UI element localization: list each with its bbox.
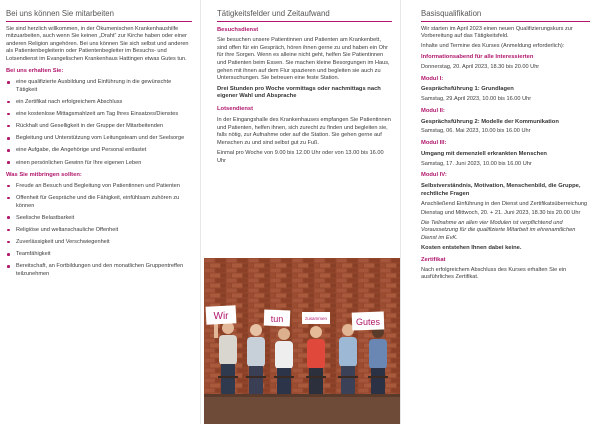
list-mitbringen: [6, 183, 192, 278]
modul-4-date: Dienstag und Mittwoch, 20. + 21. Juni 2023, 18.30 bis 20.00 Uhr: [421, 210, 581, 217]
sign-gutes: [352, 311, 385, 330]
list-item: Rückhalt und Geselligkeit in der Gruppe der Mitarbeitenden: [6, 123, 192, 131]
list-item: Offenheit für Gespräche und die Fähigkeit, einfühlsam zuhören zu können: [6, 195, 192, 210]
heading-mitarbeit: Bei uns können Sie mitarbeiten: [6, 10, 192, 22]
infoabend-date: Donnerstag, 20. April 2023, 18.30 bis 20.00 Uhr: [421, 64, 540, 71]
modul-4-title: Modul IV:: [421, 172, 447, 179]
svg-text:Wir: Wir: [213, 311, 229, 322]
modul-2-date: Samstag, 06. Mai 2023, 10.00 bis 16.00 Uhr: [421, 128, 531, 135]
besuchsdienst-text: Sie besuchen unsere Patientinnen und Patienten am Krankenbett, sind offen für ein Gespräch, hören ihnen gerne zu und haben ein Ohr für ihre Sorgen. Wenn es alleine nicht geht, helfen Sie Patientinnen und Patienten beim Essen. Sie machen kleine Besorgungen im Haus, gehen mit ihnen auf dem Flur spazieren und begleiten sie auch zu Untersuchungen. Sie betreuen eine feste Station.: [217, 37, 390, 82]
list-item: eine Aufgabe, die Angehörige und Personal entlastet: [6, 147, 192, 155]
list-item: Seelische Belastbarkeit: [6, 215, 192, 223]
heading-basisqualifikation: Basisqualifikation: [421, 10, 590, 22]
list-item: Begleitung und Unterstützung vom Leitungsteam und der Seelsorge: [6, 135, 192, 143]
kurs-intro-2: Inhalte und Termine des Kurses (Anmeldung erforderlich):: [421, 42, 565, 49]
besuchsdienst-zeit: Drei Stunden pro Woche vormittags oder nachmittags nach eigener Wahl und Absprache: [217, 85, 381, 100]
kosten-note: Kosten entstehen Ihnen dabei keine.: [421, 245, 522, 252]
modul-3-date: Samstag, 17. Juni 2023, 10.00 bis 16.00 Uhr: [421, 160, 532, 167]
svg-text:tun: tun: [270, 314, 284, 324]
list-item: eine qualifizierte Ausbildung und Einführung in die gewünschte Tätigkeit: [6, 79, 192, 94]
column-mitarbeit: [0, 0, 200, 424]
group-photo-illustration: [204, 258, 400, 424]
kurs-intro: Wir starten im April 2023 einen neuen Qualifizierungskurs zur Vorbereitung auf das Tätigkeitsfeld.: [421, 25, 573, 40]
sign-zusammen: [302, 312, 330, 324]
modul-3-topic: Umgang mit demenziell erkrankten Menschen: [421, 150, 547, 157]
list-item: Freude an Besuch und Begleitung von Patientinnen und Patienten: [6, 183, 192, 191]
list-item: eine kostenlose Mittagsmahlzeit am Tag Ihres Einsatzes/Dienstes: [6, 111, 192, 119]
svg-text:Gutes: Gutes: [355, 317, 381, 327]
heading-taetigkeiten: Tätigkeitsfelder und Zeitaufwand: [217, 10, 392, 22]
list-item: Zuverlässigkeit und Verschwiegenheit: [6, 239, 192, 247]
list-item: ein Zertifikat nach erfolgreichem Abschluss: [6, 99, 192, 107]
column-basisqualifikation: [400, 0, 600, 424]
modul-2-topic: Gesprächsführung 2: Modelle der Kommunikation: [421, 118, 559, 125]
list-item: Teamfähigkeit: [6, 251, 192, 259]
heading-lotsendienst: Lotsendienst: [217, 106, 254, 113]
list-item: Religiöse und weltanschauliche Offenheit: [6, 227, 192, 235]
lotsendienst-text: In der Eingangshalle des Krankenhauses empfangen Sie Patientinnen und Patienten, helfen ihnen, sich zurecht zu finden und begleiten sie, falls nötig, zur Aufnahme oder auf die Station. Sie gehen gerne auf Menschen zu und sind selbst gut zu Fuß.: [217, 117, 391, 146]
zertifikat-text: Nach erfolgreichem Abschluss des Kurses erhalten Sie ein ausführliches Zertifikat.: [421, 266, 567, 281]
lotsendienst-zeit: Einmal pro Woche von 9.00 bis 12.00 Uhr oder von 13.00 bis 16.00 Uhr: [217, 150, 384, 164]
modul-2-title: Modul II:: [421, 107, 445, 114]
heading-infoabend: Informationsabend für alle Interessierten: [421, 54, 534, 61]
modul-1-date: Samstag, 29.April 2023, 10.00 bis 16.00 Uhr: [421, 96, 532, 103]
intro-text: Sie sind herzlich willkommen, in der Ökumenischen Krankenhaushilfe mitzuarbeiten, auch wenn Sie keinen „Draht“ zur Kirche haben oder einer anderen Religion angehören. Bei uns können Sie sich selbst und anderen als Patientenbegleiterin oder Patientenbegleiter im Besuchs- und Lotsendienst im Evangelischen Krankenhaus Hattingen etwas Gutes tun.: [6, 25, 189, 62]
modul-4-topic: Selbstverständnis, Motivation, Menschenbild, die Gruppe, rechtliche Fragen: [421, 182, 581, 197]
list-erhalten: [6, 79, 192, 167]
list-item: einen persönlichen Gewinn für Ihre eigenen Leben: [6, 160, 192, 168]
modul-4-sub: Anschließend Einführung in den Dienst und Zertifikatsüberreichung: [421, 200, 588, 207]
teilnahme-note: Die Teilnahme an allen vier Modulen ist verpflichtend und Voraussetzung für die qualifizierte Mitarbeit im ehrenamtlichen Dienst im EvK.: [421, 219, 576, 241]
modul-1-title: Modul I:: [421, 75, 444, 82]
sign-wir: [206, 305, 237, 325]
modul-3-title: Modul III:: [421, 139, 447, 146]
sign-tun: [264, 310, 291, 327]
svg-text:zusammen: zusammen: [304, 316, 328, 321]
modul-1-topic: Gesprächsführung 1: Grundlagen: [421, 86, 514, 93]
heading-zertifikat: Zertifikat: [421, 257, 446, 264]
heading-mitbringen: Was Sie mitbringen sollten:: [6, 172, 82, 179]
heading-besuchsdienst: Besuchsdienst: [217, 26, 259, 33]
group-photo: [204, 258, 400, 424]
heading-erhalten: Bei uns erhalten Sie:: [6, 68, 64, 75]
list-item: Bereitschaft, an Fortbildungen und den monatlichen Gruppentreffen teilzunehmen: [6, 263, 192, 278]
